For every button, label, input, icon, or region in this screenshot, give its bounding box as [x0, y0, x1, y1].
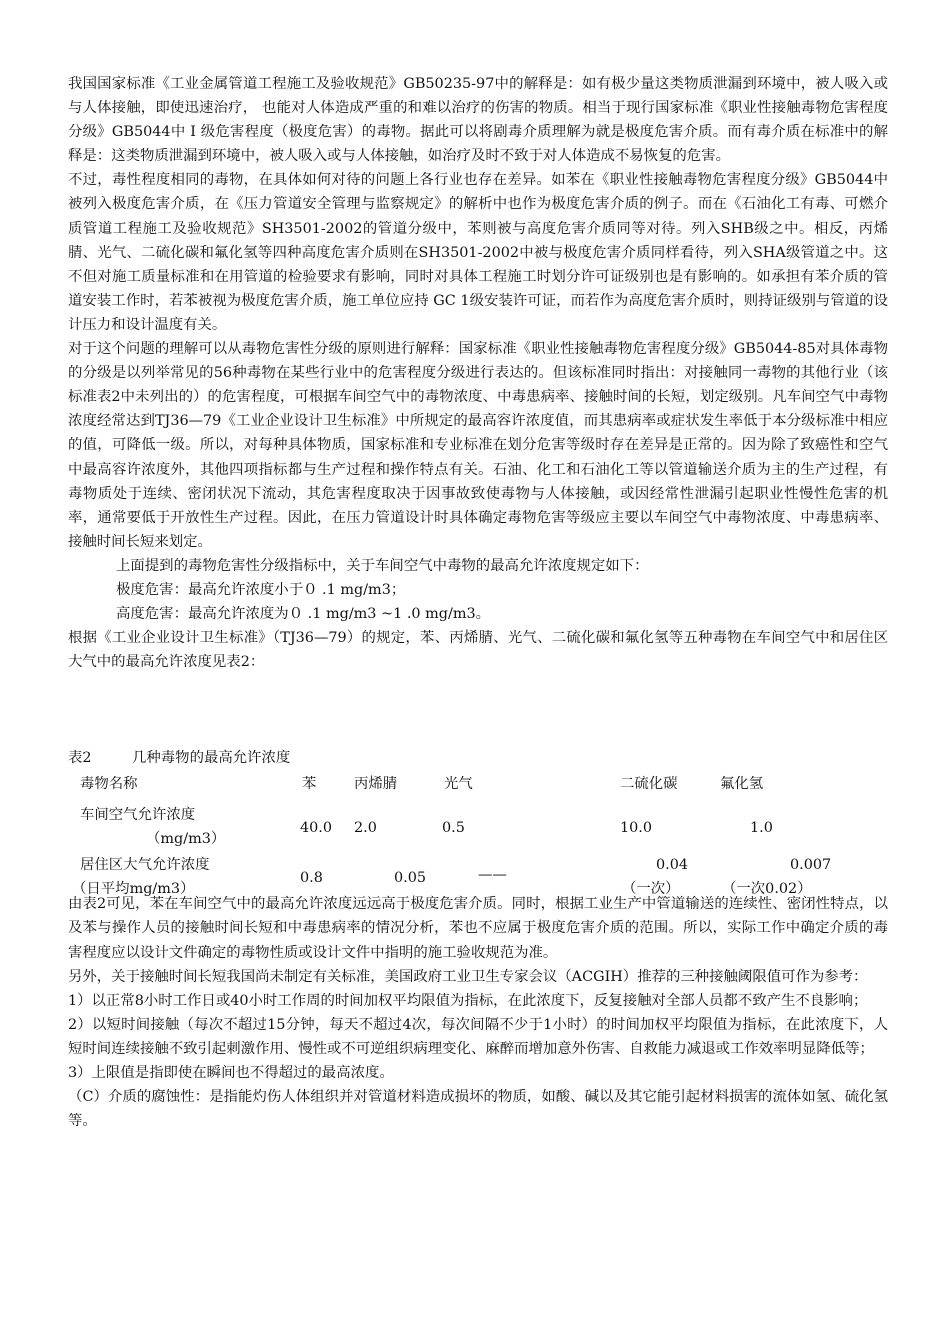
table-caption-number: 表2 [68, 750, 92, 767]
list-item-ceiling-limit: 3）上限值是指即使在瞬间也不得超过的最高浓度。 [68, 1065, 394, 1081]
cell-workshop-hydrogen-fluoride: 1.0 [750, 820, 773, 837]
blank-space [68, 674, 888, 746]
paragraph-high-hazard-limit: 高度危害：最高允许浓度为０ .1 mg/m3 ~1 .0 mg/m3。 [116, 606, 491, 623]
row-residential-label: 居住区大气允许浓度 [80, 857, 210, 874]
cell-residential-acrylonitrile: 0.05 [394, 870, 427, 887]
cell-residential-carbon-disulfide: 0.04 [656, 857, 689, 874]
table-caption-title: 几种毒物的最高允许浓度 [132, 750, 291, 767]
paragraph-limit-intro: 上面提到的毒物危害性分级指标中，关于车间空气中毒物的最高允许浓度规定如下： [116, 557, 649, 574]
paragraph-acgih-intro: 另外，关于接触时间长短我国尚未制定有关标准，美国政府工业卫生专家会议（ACGIH）推荐的三种接触阈限值可作为参考： [68, 968, 868, 985]
header-benzene: 苯 [302, 776, 317, 793]
paragraph-table-conclusion: 由表2可见，苯在车间空气中的最高允许浓度远远高于极度危害介质。同时，根据工业生产中管道输送的连续性、密闭性特点，以及苯与操作人员的接触时间长短和中毒患病率的情况分析，苯也不应属于极度危害介质的范围。所以，实际工作中确定介质的毒害程度应以设计文件确定的毒物性质或设计文件中指明的施工验收规范为准。 [68, 896, 888, 961]
cell-workshop-acrylonitrile: 2.0 [354, 820, 377, 837]
cell-residential-carbon-disulfide-note: （一次） [622, 881, 680, 898]
paragraph-extreme-hazard-limit: 极度危害：最高允许浓度小于０ .1 mg/m3； [116, 581, 406, 598]
cell-residential-benzene: 0.8 [300, 870, 323, 887]
header-carbon-disulfide: 二硫化碳 [620, 776, 678, 793]
header-acrylonitrile: 丙烯腈 [354, 776, 398, 793]
cell-residential-phosgene: —— [478, 867, 507, 884]
header-hydrogen-fluoride: 氟化氢 [720, 776, 764, 793]
paragraph-hazard-definition: 我国国家标准《工业金属管道工程施工及验收规范》GB50235-97中的解释是：如有极少量这类物质泄漏到环境中，被人吸入或与人体接触，即使迅速治疗， 也能对人体造成严重的和难以治疗的伤害的物质。相当于现行国家标准《职业性接触毒物危害程度分级》GB5044中 I 级危害程度（极度危害）的毒物。据此可以将剧毒介质理解为就是极度危害介质。而有毒介质在标准中的解释是：这类物质泄漏到环境中，被人吸入或与人体接触，如治疗及时不致于对人体造成不易恢复的危害。 [68, 76, 888, 165]
cell-residential-hydrogen-fluoride: 0.007 [790, 857, 832, 874]
cell-residential-hydrogen-fluoride-note: （一次0.02） [722, 881, 812, 898]
cell-workshop-phosgene: 0.5 [442, 820, 465, 837]
paragraph-industry-differences: 不过，毒性程度相同的毒物，在具体如何对待的问题上各行业也存在差异。如苯在《职业性接触毒物危害程度分级》GB5044中被列入极度危害介质，在《压力管道安全管理与监察规定》的解析中也作为极度危害介质的例子。而在《石油化工有毒、可燃介质管道工程施工及验收规范》SH3501-2002的管道分级中，苯则被与高度危害介质同等对待。列入SHB级之中。相反，丙烯腈、光气、二硫化碳和氟化氢等四种高度危害介质则在SH3501-2002中被与极度危害介质同样看待，列入SHA级管道之中。这不但对施工质量标准和在用管道的检验要求有影响，同时对具体工程施工时划分许可证级别也是有影响的。如承担有苯介质的管道安装工作时，若苯被视为极度危害介质，施工单位应持 GC 1级安装许可证，而若作为高度危害介质时，则持证级别与管道的设计压力和设计温度有关。 [68, 172, 888, 333]
cell-workshop-carbon-disulfide: 10.0 [620, 820, 653, 837]
list-item-twa-limit: 1）以正常8小时工作日或40小时工作周的时间加权平均限值为指标，在此浓度下，反复接触对全部人员都不致产生不良影响； [68, 992, 868, 1009]
concentration-table [68, 746, 888, 898]
cell-workshop-benzene: 40.0 [300, 820, 333, 837]
row-residential-unit: （日平均mg/m3） [72, 881, 195, 898]
header-phosgene: 光气 [444, 776, 473, 793]
paragraph-table-intro: 根据《工业企业设计卫生标准》（TJ36—79）的规定，苯、丙烯腈、光气、二硫化碳和氟化氢等五种毒物在车间空气中和居住区大气中的最高允许浓度见表2： [68, 630, 888, 671]
document-page [68, 72, 888, 1133]
row-workshop-unit: （mg/m3） [146, 831, 226, 848]
paragraph-classification-principle: 对于这个问题的理解可以从毒物危害性分级的原则进行解释：国家标准《职业性接触毒物危害程度分级》GB5044-85对具体毒物的分级是以列举常见的56种毒物在某些行业中的危害程度分级进行表达的。但该标准同时指出：对接触同一毒物的其他行业（该标准表2中未列出的）的危害程度，可根据车间空气中的毒物浓度、中毒患病率、接触时间的长短，划定级别。凡车间空气中毒物浓度经常达到TJ36—79《工业企业设计卫生标准》中所规定的最高容许浓度值，而其患病率或症状发生率低于本分级标准中相应的值，可降低一级。所以，对每种具体物质，国家标准和专业标准在划分危害等级时存在差异是正常的。因为除了致癌性和空气中最高容许浓度外，其他四项指标都与生产过程和操作特点有关。石油、化工和石油化工等以管道输送介质为主的生产过程，有毒物质处于连续、密闭状况下流动，其危害程度取决于因事故致使毒物与人体接触，或因经常性泄漏引起职业性慢性危害的机率，通常要低于开放性生产过程。因此，在压力管道设计时具体确定毒物危害等级应主要以车间空气中毒物浓度、中毒患病率、接触时间长短来划定。 [68, 341, 888, 550]
header-substance-name: 毒物名称 [80, 776, 138, 793]
paragraph-corrosiveness: （C）介质的腐蚀性：是指能灼伤人体组织并对管道材料造成损坏的物质，如酸、碱以及其它能引起材料损害的流体如氢、硫化氢等。 [68, 1089, 888, 1130]
list-item-stel-limit: 2）以短时间接触（每次不超过15分钟，每天不超过4次，每次间隔不少于1小时）的时间加权平均限值为指标，在此浓度下，人短时间连续接触不致引起刺激作用、慢性或不可逆组织病理变化、麻醉而增加意外伤害、自救能力减退或工作效率明显降低等； [68, 1016, 888, 1057]
row-workshop-label: 车间空气允许浓度 [80, 807, 196, 824]
